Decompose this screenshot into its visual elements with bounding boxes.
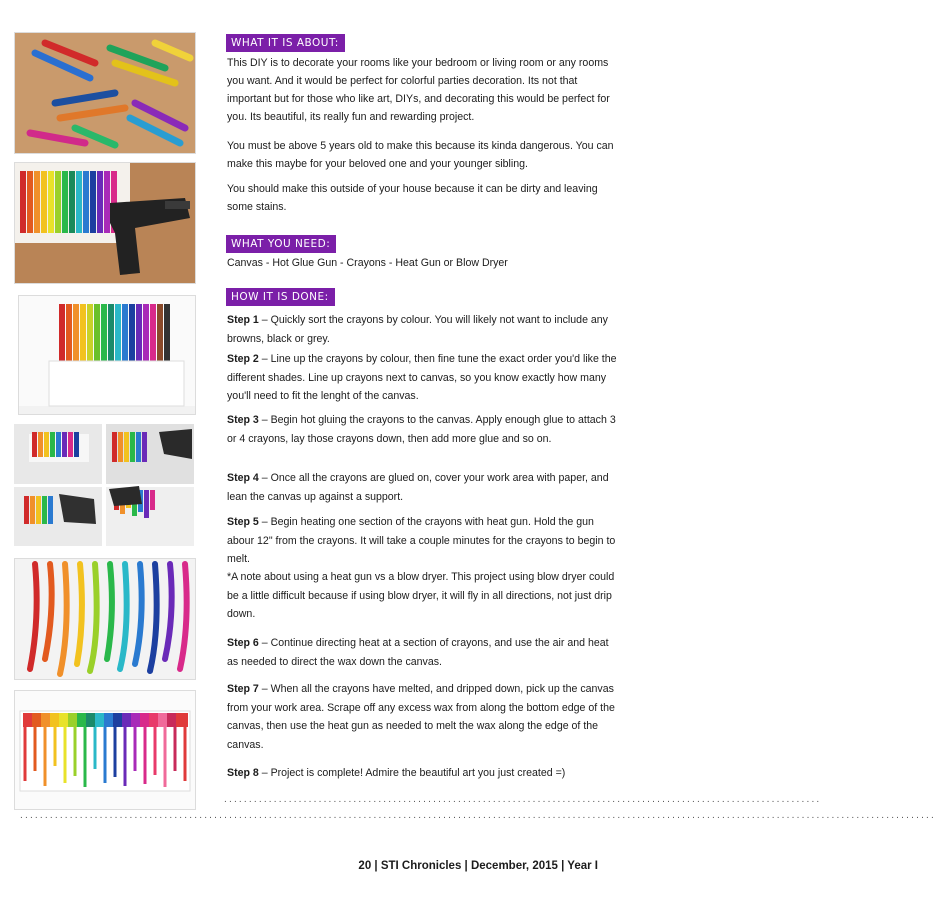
step-text: – Line up the crayons by colour, then fine tune the exact order you'd like the different shades. Line up crayons next to canvas, so you know exactly how many you'll need to fit the lenght of the canvas.: [227, 353, 617, 403]
step-text: – Continue directing heat at a section of crayons, and use the air and heat as needed to direct the wax down the canvas.: [227, 637, 609, 668]
heat-gun-note: *A note about using a heat gun vs a blow dryer. This project using blow dryer could be a little difficult because if using blow dryer, it will fly in all directions, not just drip down.: [227, 571, 615, 621]
photo-crayons-pile: [14, 32, 196, 154]
about-paragraph-1: This DIY is to decorate your rooms like your bedroom or living room or any rooms you want. And it would be perfect for colorful parties decoration. Its not that important but for those who like art, DIYs, and decorating this would be perfect for you. Its beautiful, its really fun and rewarding project.: [227, 57, 610, 123]
step-1: [227, 311, 619, 348]
materials-list: Canvas - Hot Glue Gun - Crayons - Heat Gun or Blow Dryer: [227, 257, 508, 269]
step-text: – Project is complete! Admire the beautiful art you just created =): [258, 767, 566, 779]
step-label: Step 2: [227, 353, 259, 365]
step-text: – Begin hot gluing the crayons to the canvas. Apply enough glue to attach 3 or 4 crayons, lay those crayons down, then add more glue and so on.: [227, 414, 616, 445]
section-header-need: WHAT YOU NEED:: [226, 235, 336, 253]
page-footer: 20 | STI Chronicles | December, 2015 | Year I: [358, 860, 598, 872]
step-label: Step 4: [227, 472, 259, 484]
step-label: Step 8: [227, 767, 259, 779]
step-7: [227, 680, 619, 754]
photo-finished-art: [14, 690, 196, 810]
step-label: Step 1: [227, 314, 259, 326]
section-header-done: HOW IT IS DONE:: [226, 288, 335, 306]
step-text: – Quickly sort the crayons by colour. You will likely not want to include any browns, black or grey.: [227, 314, 608, 345]
step-text: – When all the crayons have melted, and dripped down, pick up the canvas from your work area. Scrape off any excess wax from along the bottom edge of the canvas, then use the heat gun as needed to melt the wax along the edge of the canvas.: [227, 683, 615, 751]
step-8: [227, 764, 619, 783]
step-label: Step 7: [227, 683, 259, 695]
step-6: [227, 634, 619, 671]
dotted-divider: ........................................................................................................................: [224, 794, 822, 805]
photo-heating-collage: [14, 424, 194, 546]
dotted-divider-full: ........................................................................................................................................................................................: [20, 810, 936, 821]
step-label: Step 3: [227, 414, 259, 426]
about-paragraph-2: You must be above 5 years old to make this because its kinda dangerous. You can make this maybe for your beloved one and your younger sibling.: [227, 140, 614, 170]
section-header-about: WHAT IT IS ABOUT:: [226, 34, 345, 52]
step-text: – Once all the crayons are glued on, cover your work area with paper, and lean the canvas up against a support.: [227, 472, 609, 503]
step-5: [227, 513, 619, 569]
step-label: Step 5: [227, 516, 259, 528]
photo-glue-gun-and-crayons: [14, 162, 196, 284]
step-text: – Begin heating one section of the crayons with heat gun. Hold the gun abour 12" from the crayons. It will take a couple minutes for the crayons to begin to melt.: [227, 516, 616, 566]
about-paragraph-3: You should make this outside of your house because it can be dirty and leaving some stains.: [227, 183, 598, 213]
photo-melted-canvas: [14, 558, 196, 680]
step-4: [227, 469, 619, 506]
photo-crayons-on-canvas: [18, 295, 196, 415]
step-label: Step 6: [227, 637, 259, 649]
step-3: [227, 411, 619, 448]
step-2: [227, 350, 619, 406]
